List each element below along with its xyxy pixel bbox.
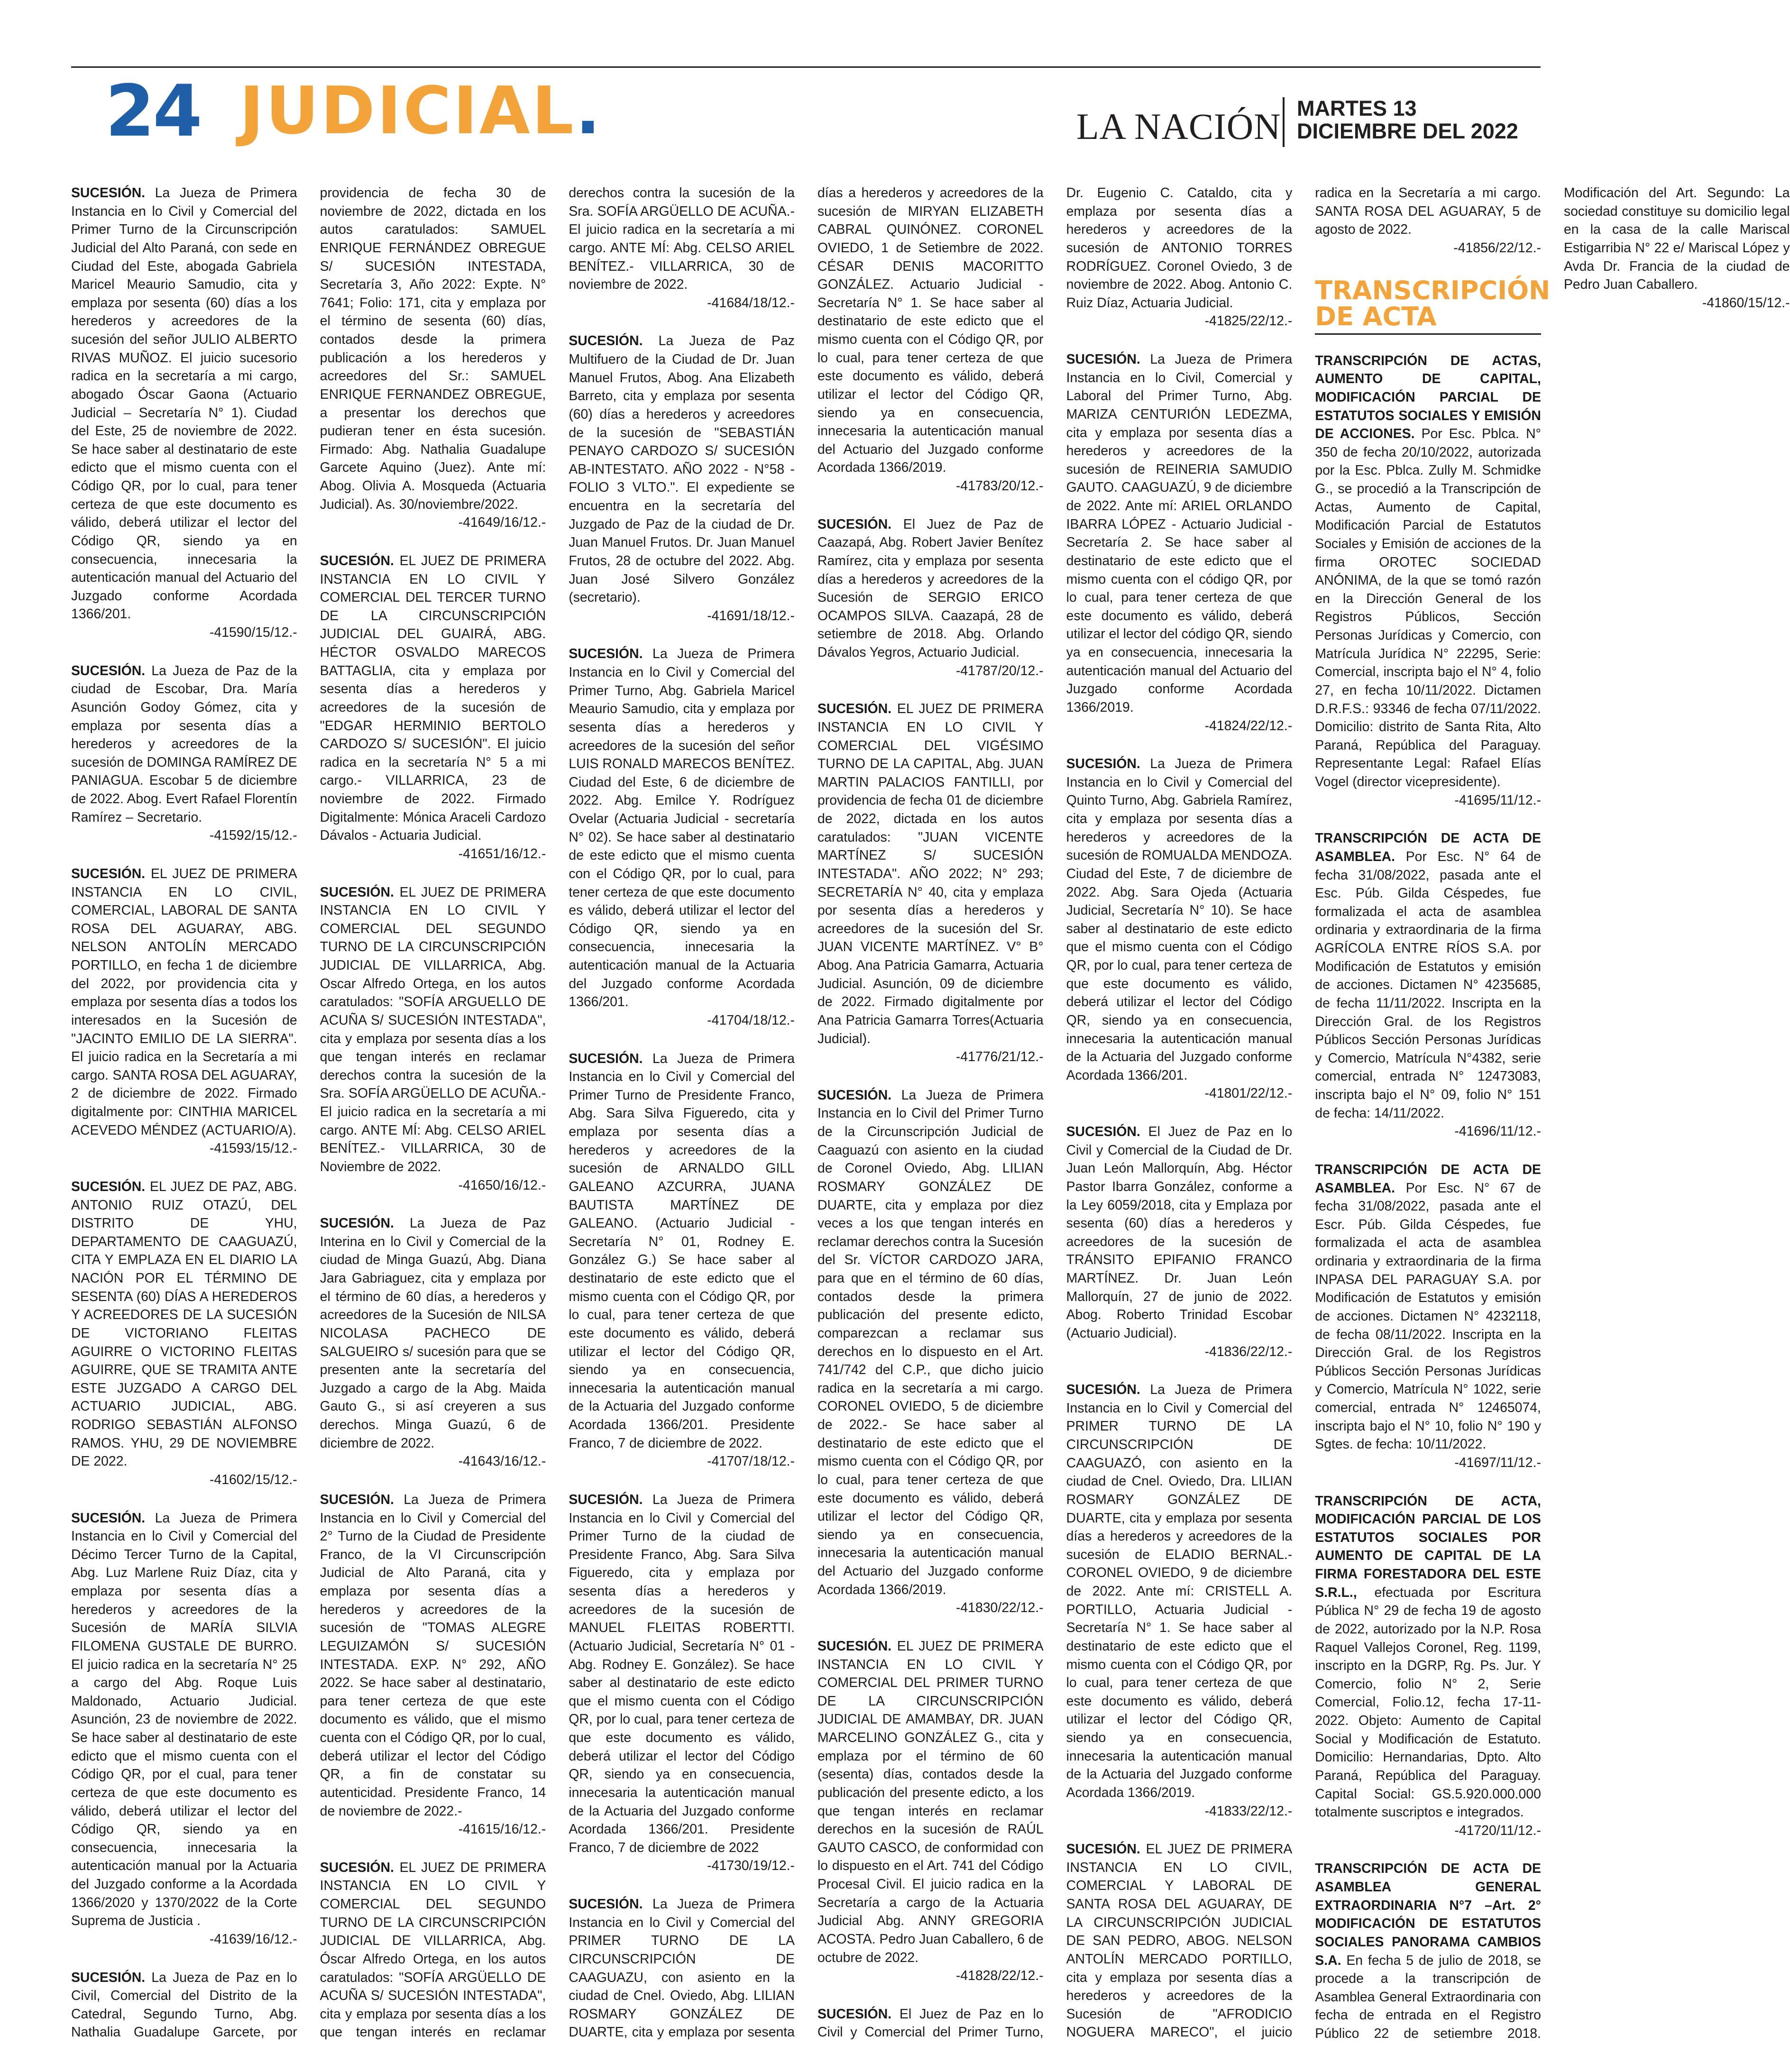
notice-heading: TRANSCRIPCIÓN DE ACTAS, AUMENTO DE CAPITAL, MODIFICACIÓN PARCIAL DE ESTATUTOS SOCIALES Y EMISIÓN DE ACCIONES.	[1315, 353, 1541, 442]
legal-notice	[569, 1050, 795, 1471]
notice-body: La Jueza de Paz en lo Civil, Comercial del Distrito de la Catedral, Segundo Turno, Abg. Nathalia Guadalupe Garcete, por providencia de fecha 30 de noviembre de 2022, dictada en los autos caratulados: SAMUEL ENRIQUE FERNÁNDEZ OBREGUE S/ SUCESIÓN INTESTADA, Secretaría 3, Año 2022: Expte. N° 7641; Folio: 171, cita y emplaza por el término de sesenta (60) días, contados desde la primera publicación a los herederos y acreedores del Sr.: SAMUEL ENRIQUE FERNANDEZ OBREGUE, a presentar los derechos que pudieran tener en ésta sucesión. Firmado: Abg. Nathalia Guadalupe Garcete Aquino (Juez). Ante mí: Abog. Olivia A. Mosqueda (Actuaria Judicial). As. 30/noviembre/2022.	[71, 185, 546, 2040]
legal-notice	[320, 1214, 546, 1471]
notice-reference: -41696/11/12.-	[1454, 1124, 1541, 1139]
notice-body: La Jueza de Paz Multifuero de la Ciudad de Dr. Juan Manuel Frutos, Abog. Ana Elizabeth Barreto, cita y emplaza por sesenta (60) días a herederos y acreedores de la sucesión de "SEBASTIÁN PENAYO CARDOZO S/ SUCESIÓN AB-INTESTATO. AÑO 2022 - N°58 - FOLIO 3 VLTO.". El expediente se encuentra en la secretaría del Juzgado de Paz de la ciudad de Dr. Juan Manuel Frutos. Dr. Juan Manuel Frutos, 28 de octubre del 2022. Abg. Juan José Silvero González (secretario).	[569, 333, 795, 605]
notice-body: La Jueza de Primera Instancia en lo Civil y Comercial del Primer Turno de la Circunscripción Judicial del Alto Paraná, con sede en Ciudad del Este, abogada Gabriela Maricel Meaurio Samudio, cita y emplaza por sesenta (60) días a los herederos y acreedores de la sucesión del señor JULIO ALBERTO RIVAS MUÑOZ. El juicio sucesorio radica en la secretaría a mi cargo, abogado Óscar Gaona (Actuario Judicial – Secretaría N° 1). Ciudad del Este, 25 de noviembre de 2022. Se hace saber al destinatario de este edicto que el mismo cuenta con el Código QR, por lo cual, para tener certeza de que este documento es válido, deberá utilizar el lector del Código QR, siendo ya en consecuencia, innecesaria la autenticación manual del Actuario del Juzgado conforme Acordada 1366/201.	[71, 185, 297, 622]
notice-body: EL JUEZ DE PRIMERA INSTANCIA EN LO CIVIL Y COMERCIAL DEL SEGUNDO TURNO DE LA CIRCUNSCRIPCIÓN JUDICIAL DE VILLARRICA, Abg. Óscar Alfredo Ortega, en los autos caratulados: "SOFÍA ARGÜELLO DE ACUÑA S/ SUCESIÓN INTESTADA", cita y emplaza por sesenta días a los que tengan interés en reclamar derechos contra la sucesión de la Sra. SOFÍA ARGÜELLO DE ACUÑA.- El juicio radica en la secretaría a mi cargo. ANTE MÍ: Abg. CELSO ARIEL BENÍTEZ.- VILLARRICA, 30 de noviembre de 2022.	[320, 185, 795, 2040]
notice-body: EL JUEZ DE PAZ, ABG. ANTONIO RUIZ OTAZÚ, DEL DISTRITO DE YHU, DEPARTAMENTO DE CAAGUAZÚ, CITA Y EMPLAZA EN EL DIARIO LA NACIÓN POR EL TÉRMINO DE SESENTA (60) DÍAS A HEREDEROS Y ACREEDORES DE LA SUCESIÓN DE VICTORIANO FLEITAS AGUIRRE O VICTORINO FLEITAS AGUIRRE, QUE SE TRAMITA ANTE ESTE JUZGADO A CARGO DEL ACTUARIO JUDICIAL, ABG. RODRIGO SEBASTIÁN ALFONSO RAMOS. YHU, 29 DE NOVIEMBRE DE 2022.	[71, 1179, 297, 1469]
notice-body: La Jueza de Primera Instancia en lo Civil, Comercial y Laboral del Primer Turno, Abg. MARIZA CENTURIÓN LEDEZMA, cita y emplaza por sesenta días a herederos y acreedores de la sucesión de REINERIA SAMUDIO GAUTO. CAAGUAZÚ, 9 de diciembre de 2022. Ante mí: ARIEL ORLANDO IBARRA LÓPEZ - Actuario Judicial - Secretaría 2. Se hace saber al destinatario de este edicto que el mismo cuenta con el código QR, por lo cual, para tener certeza de que este documento es válido, deberá utilizar el lector del código QR, siendo ya en consecuencia, innecesaria la autenticación manual del Actuario del Juzgado conforme Acordada 1366/2019.	[1066, 352, 1293, 715]
notice-heading: SUCESIÓN.	[320, 884, 394, 900]
notice-heading: SUCESIÓN.	[71, 1179, 146, 1194]
legal-notice	[1315, 1161, 1541, 1472]
notice-heading: SUCESIÓN.	[71, 663, 146, 678]
notice-heading: SUCESIÓN.	[71, 1510, 146, 1526]
legal-notice	[569, 645, 795, 1029]
legal-notice	[320, 1491, 546, 1839]
notice-reference: -41592/15/12.-	[209, 828, 297, 843]
notice-body: EL JUEZ DE PRIMERA INSTANCIA EN LO CIVIL Y COMERCIAL DEL SEGUNDO TURNO DE LA CIRCUNSCRIPCIÓN JUDICIAL DE VILLARRICA, Abg. Oscar Alfredo Ortega, en los autos caratulados: "SOFÍA ARGUELLO DE ACUÑA S/ SUCESIÓN INTESTADA", cita y emplaza por sesenta días a los que tengan interés en reclamar derechos contra la sucesión de la Sra. SOFÍA ARGÜELLO DE ACUÑA.- El juicio radica en la secretaría a mi cargo. ANTE MÍ: Abg. CELSO ARIEL BENÍTEZ.- VILLARRICA, 30 de Noviembre de 2022.	[320, 884, 546, 1174]
notice-reference: -41691/18/12.-	[707, 608, 795, 623]
notice-reference: -41828/22/12.-	[955, 1968, 1044, 1984]
notice-reference: -41787/20/12.-	[955, 663, 1044, 678]
notice-body: La Jueza de Primera Instancia en lo Civil y Comercial del 2° Turno de la Ciudad de Presidente Franco, de la VI Circunscripción Judicial de Alto Paraná, cita y emplaza por sesenta días a herederos y acreedores de la sucesión de "TOMAS ALEGRE LEGUIZAMÓN S/ SUCESIÓN INTESTADA. EXP. N° 292, AÑO 2022. Se hace saber al destinatario, para tener certeza de que este documento es válido, que el mismo cuenta con el Código QR, por lo cual, deberá utilizar el lector del Código QR, a fin de constatar su autenticidad. Presidente Franco, 14 de noviembre de 2022.-	[320, 1492, 546, 1819]
newspaper-masthead: LA NACIÓN	[1076, 106, 1281, 147]
subsection-title: TRANSCRIPCIÓN DE ACTA	[1315, 277, 1541, 335]
notice-body: EL JUEZ DE PRIMERA INSTANCIA EN LO CIVIL, COMERCIAL, LABORAL DE SANTA ROSA DEL AGUARAY, ABG. NELSON ANTOLÍN MERCADO PORTILLO, en fecha 1 de diciembre del 2022, por providencia cita y emplaza por sesenta días a todos los interesados en la Sucesión de "JACINTO EMILIO DE LA SIERRA". El juicio radica en la Secretaría a mi cargo. SANTA ROSA DEL AGUARAY, 2 de diciembre de 2022. Firmado digitalmente por: CINTHIA MARICEL ACEVEDO MÉNDEZ (ACTUARIO/A).	[71, 866, 297, 1138]
notice-heading: TRANSCRIPCIÓN DE ACTA, MODIFICACIÓN PARCIAL DE LOS ESTATUTOS SOCIALES POR AUMENTO DE CAPITAL DE LA FIRMA FORESTADORA DEL ESTE S.R.L.,	[1315, 1493, 1541, 1600]
notice-reference: -41776/21/12.-	[955, 1049, 1044, 1065]
legal-notice	[1315, 829, 1541, 1141]
section-title-text: JUDICIAL	[239, 73, 576, 149]
notice-heading: SUCESIÓN.	[71, 866, 146, 881]
notice-body: La Jueza de Primera Instancia en lo Civil y Comercial del PRIMER TURNO DE LA CIRCUNSCRIPCIÓN DE CAAGUAZU, con asiento en la ciudad de Cnel. Oviedo, Abg. LILIAN ROSMARY GONZÁLEZ DE DUARTE, cita y emplaza por sesenta días a herederos y acreedores de la sucesión de MIRYAN ELIZABETH CABRAL QUINÓNEZ. CORONEL OVIEDO, 1 de Setiembre de 2022. CÉSAR DENIS MACORITTO GONZÁLEZ. Actuario Judicial - Secretaría N° 1. Se hace saber al destinatario de este edicto que el mismo cuenta con el Código QR, por lo cual, para tener certeza de que este documento es válido, deberá utilizar el lector del Código QR, siendo ya en consecuencia, innecesaria la autenticación manual del Actuario del Juzgado conforme Acordada 1366/2019.	[569, 185, 1044, 2040]
notice-heading: SUCESIÓN.	[569, 1897, 643, 1912]
notice-reference: -41825/22/12.-	[1204, 313, 1293, 329]
notice-heading: SUCESIÓN.	[320, 1492, 394, 1507]
notice-heading: SUCESIÓN.	[569, 1492, 643, 1507]
notice-heading: SUCESIÓN.	[569, 646, 643, 662]
notice-heading: SUCESIÓN.	[1066, 1382, 1140, 1398]
notice-body: El Juez de Paz de Caazapá, Abg. Robert Javier Benítez Ramírez, cita y emplaza por sesenta días a herederos y acreedores de la Sucesión de SERGIO ERICO OCAMPOS SILVA. Caazapá, 28 de setiembre de 2018. Abg. Orlando Dávalos Yegros, Actuario Judicial.	[817, 516, 1044, 660]
legal-notice	[569, 332, 795, 625]
legal-notice	[1315, 352, 1541, 810]
notice-reference: -41695/11/12.-	[1454, 792, 1541, 808]
notice-reference: -41649/16/12.-	[458, 515, 546, 531]
legal-notice	[71, 1509, 297, 1949]
notice-reference: -41684/18/12.-	[707, 295, 795, 311]
section-title-dot: .	[575, 73, 603, 149]
notice-body: El Juez de Paz en lo Civil y Comercial del Primer Turno, Dr. Eugenio C. Cataldo, cita y emplaza por sesenta días a herederos y acreedores de la sucesión de ANTONIO TORRES RODRÍGUEZ. Coronel Oviedo, 3 de noviembre de 2022. Abog. Antonio C. Ruiz Díaz, Actuaria Judicial.	[817, 185, 1293, 2040]
notice-body: El Juez de Paz en lo Civil y Comercial de la Ciudad de Dr. Juan León Mallorquín, Abg. Héctor Pastor Ibarra González, conforme a la Ley 6059/2018, cita y Emplaza por sesenta (60) días a herederos y acreedores de la sucesión de TRÁNSITO EPIFANIO FRANCO MARTÍNEZ. Dr. Juan León Mallorquín, 27 de junio de 2022. Abog. Roberto Trinidad Escobar (Actuario Judicial).	[1066, 1124, 1293, 1341]
issue-date-month-year: DICIEMBRE DEL 2022	[1297, 119, 1518, 143]
notice-body: La Jueza de Primera Instancia en lo Civil y Comercial del Décimo Tercer Turno de la Capital, Abg. Luz Marlene Ruiz Díaz, cita y emplaza por sesenta días a herederos y acreedores de la Sucesión de MARÍA SILVIA FILOMENA GUSTALE DE BURRO. El juicio radica en la secretaría N° 25 a cargo del Abg. Roque Luis Maldonado, Actuario Judicial. Asunción, 23 de noviembre de 2022. Se hace saber al destinatario de este edicto que el mismo cuenta con el Código QR, por el cual, para tener certeza de que este documento es válido, deberá utilizar el lector del Código QR, siendo ya en consecuencia, innecesaria la autenticación manual por la Actuaria del Juzgado conforme a la Acordada 1366/2020 y 1370/2022 de la Corte Suprema de Justicia .	[71, 1510, 297, 1929]
notice-body: EL JUEZ DE PRIMERA INSTANCIA EN LO CIVIL Y COMERCIAL DEL TERCER TURNO DE LA CIRCUNSCRIPCIÓN JUDICIAL DEL GUAIRÁ, ABG. HÉCTOR OSVALDO MARECOS BATTAGLIA, cita y emplaza por sesenta días a herederos y acreedores de la sucesión de "EDGAR HERMINIO BERTOLO CARDOZO S/ SUCESIÓN". El juicio radica en la secretaría N° 5 a mi cargo.- VILLARRICA, 23 de noviembre de 2022. Firmado Digitalmente: Mónica Araceli Cardozo Dávalos - Actuaria Judicial.	[320, 553, 546, 843]
legal-notice	[71, 1178, 297, 1489]
notice-body: Por Esc. N° 64 de fecha 31/08/2022, pasada ante el Esc. Púb. Gilda Céspedes, fue formalizada el acta de asamblea ordinaria y extraordinaria de la firma AGRÍCOLA ENTRE RÍOS S.A. por Modificación de Estatutos y emisión de acciones. Dictamen N° 4235685, de fecha 11/11/2022. Inscripta en la Dirección Gral. de los Registros Públicos Sección Personas Jurídicas y Comercio, Matrícula N°4382, serie comercial, entrada N° 12473083, inscripta bajo el N° 09, folio N° 151 de fecha: 14/11/2022.	[1315, 849, 1541, 1121]
notice-heading: SUCESIÓN.	[71, 185, 146, 201]
notice-heading: SUCESIÓN.	[320, 553, 394, 568]
legal-notice	[1066, 1381, 1293, 1820]
notice-heading: SUCESIÓN.	[817, 2006, 892, 2022]
notice-body: La Jueza de Primera Instancia en lo Civil y Comercial del Primer Turno de Presidente Franco, Abg. Sara Silva Figueredo, cita y emplaza por sesenta días a herederos y acreedores de la sucesión de ARNALDO GILL GALEANO AZCURRA, JUANA BAUTISTA MARTÍNEZ DE GALEANO. (Actuario Judicial - Secretaría N° 01, Rodney E. González G.) Se hace saber al destinatario de este edicto que el mismo cuenta con el Código QR, por lo cual, para tener certeza de que este documento es válido, deberá utilizar el lector del Código QR, siendo ya en consecuencia, innecesaria la autenticación manual de la Actuaria del Juzgado conforme Acordada 1366/201. Presidente Franco, 7 de diciembre de 2022.	[569, 1051, 795, 1451]
notice-body: La Jueza de Paz Interina en lo Civil y Comercial de la ciudad de Minga Guazú, Abg. Diana Jara Gabriaguez, cita y emplaza por el término de 60 días, a herederos y acreedores de la Sucesión de NILSA NICOLASA PACHECO DE SALGUEIRO s/ sucesión para que se presenten ante la secretaría del Juzgado a cargo de la Abg. Maida Gauto G., si así creyeren a sus derechos. Minga Guazú, 6 de diciembre de 2022.	[320, 1216, 546, 1451]
legal-notice	[71, 662, 297, 845]
notice-reference: -41590/15/12.-	[209, 625, 297, 640]
legal-notice	[71, 865, 297, 1158]
notice-reference: -41650/16/12.-	[458, 1177, 546, 1193]
issue-date	[1297, 97, 1518, 142]
notice-reference: -41783/20/12.-	[955, 478, 1044, 494]
notice-body: La Jueza de Primera Instancia en lo Civil y Comercial del PRIMER TURNO DE LA CIRCUNSCRIPCIÓN DE CAAGUAZÓ, con asiento en la ciudad de Cnel. Oviedo, Dra. LILIAN ROSMARY GONZÁLEZ DE DUARTE, cita y emplaza por sesenta días a herederos y acreedores de la sucesión de ELADIO BERNAL.- CORONEL OVIEDO, 9 de diciembre de 2022. Ante mí: CRISTELL A. PORTILLO, Actuaria Judicial - Secretaría N° 1. Se hace saber al destinatario de este edicto que el mismo cuenta con el Código QR, por lo cual, para tener certeza de que este documento es válido, deberá utilizar el lector del Código QR, siendo ya en consecuencia, innecesaria la autenticación manual de la Actuaria del Juzgado conforme Acordada 1366/2019.	[1066, 1382, 1293, 1800]
notice-body: La Jueza de Primera Instancia en lo Civil y Comercial del Primer Turno de la ciudad de Presidente Franco, Abg. Sara Silva Figueredo, cita y emplaza por sesenta días a herederos y acreedores de la sucesión de MANUEL FLEITAS ROBERTTI. (Actuario Judicial, Secretaría N° 01 - Abg. Rodney E. González). Se hace saber al destinatario de este edicto que el mismo cuenta con el Código QR, por lo cual, para tener certeza de que este documento es válido, deberá utilizar el lector del Código QR, siendo ya en consecuencia, innecesaria la autenticación manual de la Actuaria del Juzgado conforme Acordada 1366/201. Presidente Franco, 7 de diciembre de 2022	[569, 1492, 795, 1855]
notice-heading: SUCESIÓN.	[817, 516, 892, 532]
legal-notice	[817, 515, 1044, 680]
notice-body: EL JUEZ DE PRIMERA INSTANCIA EN LO CIVIL, COMERCIAL Y LABORAL DE SANTA ROSA DEL AGUARAY, DE LA CIRCUNSCRIPCIÓN JUDICIAL DE SAN PEDRO, ABOG. NELSON ANTOLÍN MERCADO PORTILLO, cita y emplaza por sesenta días a herederos y acreedores de la Sucesión de "AFRODICIO NOGUERA MARECO", el juicio radica en la Secretaría a mi cargo. SANTA ROSA DEL AGUARAY, 5 de agosto de 2022.	[1066, 185, 1541, 2040]
notice-body: efectuada por Escritura Pública N° 29 de fecha 19 de agosto de 2022, autorizado por la N.P. Rosa Raquel Vallejos Coronel, Reg. 1199, inscripto en la DGRP, Rg. Ps. Jur. Y Comercio, folio N° 2, Serie Comercial, Folio.12, fecha 17-11-2022. Objeto: Aumento de Capital Social y Modificación de Estatuto. Domicilio: Hernandarias, Dpto. Alto Paraná, República del Paraguay. Capital Social: GS.5.920.000.000 totalmente suscriptos e integrados.	[1315, 1585, 1541, 1820]
notice-body: La Jueza de Paz de la ciudad de Escobar, Dra. María Asunción Godoy Gómez, cita y emplaza por sesenta días a herederos y acreedores de la sucesión de DOMINGA RAMÍREZ DE PANIAGUA. Escobar 5 de diciembre de 2022. Abog. Evert Rafael Florentín Ramírez – Secretario.	[71, 663, 297, 825]
notice-heading: SUCESIÓN.	[1066, 756, 1140, 772]
legal-notice	[817, 1637, 1044, 1985]
notice-reference: -41697/11/12.-	[1454, 1455, 1541, 1470]
notice-heading: SUCESIÓN.	[817, 701, 892, 717]
notice-body: La Jueza de Primera Instancia en lo Civil y Comercial del Primer Turno, Abg. Gabriela Maricel Meaurio Samudio, cita y emplaza por sesenta días a herederos y acreedores de la sucesión del señor LUIS RONALD MARECOS BENÍTEZ. Ciudad del Este, 6 de diciembre de 2022. Abg. Emilce Y. Rodríguez Ovelar (Actuaria Judicial - secretaría N° 02). Se hace saber al destinatario de este edicto que el mismo cuenta con el Código QR, por lo cual, para tener certeza de que este documento es válido, deberá utilizar el lector del Código QR, siendo ya en consecuencia, innecesaria la autenticación manual de la Actuaria del Juzgado conforme Acordada 1366/201.	[569, 646, 795, 1010]
notice-body: Por Esc. N° 67 de fecha 31/08/2022, pasada ante el Escr. Púb. Gilda Céspedes, fue formalizada el acta de asamblea ordinaria y extraordinaria de la firma INPASA DEL PARAGUAY S.A. por Modificación de Estatutos y emisión de acciones. Dictamen N° 4232118, de fecha 08/11/2022. Inscripta en la Dirección Gral. de los Registros Públicos Sección Personas Jurídicas y Comercio, Matrícula N° 1022, serie comercial, entrada N° 12465074, inscripta bajo el N° 10, folio N° 190 y Sgtes. de fecha: 10/11/2022.	[1315, 1180, 1541, 1452]
notice-reference: -41615/16/12.-	[458, 1822, 546, 1837]
notice-body: EL JUEZ DE PRIMERA INSTANCIA EN LO CIVIL Y COMERCIAL DEL VIGÉSIMO TURNO DE LA CAPITAL, Abg. JUAN MARTIN PALACIOS FANTILLI, por providencia de fecha 01 de diciembre de 2022, dictada en los autos caratulados: "JUAN VICENTE MARTÍNEZ S/ SUCESIÓN INTESTADA". AÑO 2022; N° 293; SECRETARÍA N° 40, cita y emplaza por sesenta días a herederos y acreedores de la sucesión del Sr. JUAN VICENTE MARTÍNEZ. V° B° Abog. Ana Patricia Gamarra, Actuaria Judicial. Asunción, 09 de diciembre de 2022. Firmado digitalmente por Ana Patricia Gamarra Torres(Actuaria Judicial).	[817, 701, 1044, 1046]
notice-heading: SUCESIÓN.	[320, 1860, 394, 1875]
notice-heading: SUCESIÓN.	[569, 1051, 643, 1066]
notice-heading: SUCESIÓN.	[71, 1970, 146, 1985]
legal-notice	[71, 184, 297, 642]
notice-heading: TRANSCRIPCIÓN DE ACTA DE ASAMBLEA.	[1315, 831, 1541, 864]
legal-notice	[320, 883, 546, 1195]
legal-notice	[320, 552, 546, 863]
legal-notice	[817, 1086, 1044, 1617]
notice-reference: -41830/22/12.-	[955, 1600, 1044, 1616]
notice-body: Por Esc. Pblca. N° 350 de fecha 20/10/2022, autorizada por la Esc. Pblca. Zully M. Schmidke G., se procedió a la Transcripción de Actas, Aumento de Capital, Modificación Parcial de Estatutos Sociales y Emisión de acciones de la firma OROTEC SOCIEDAD ANÓNIMA, de la que se tomó razón en la Dirección General de los Registros Públicos, Sección Personas Jurídicas y Comercio, con Matrícula Jurídica N° 22295, Serie: Comercial, inscripta bajo el N° 4, folio 27, en fecha 10/11/2022. Dictamen D.R.F.S.: 93346 de fecha 07/11/2022. Domicilio: distrito de Santa Rita, Alto Paraná, República del Paraguay. Representante Legal: Rafael Elías Vogel (director vicepresidente).	[1315, 426, 1541, 790]
notice-reference: -41860/15/12.-	[1702, 295, 1790, 311]
notice-heading: SUCESIÓN.	[569, 333, 643, 349]
notice-body: En fecha 5 de julio de 2018, se procede a la transcripción de Asamblea General Extraordinaria con fecha de entrada en el Registro Público 22 de setiembre 2018. Modificación del Art. Segundo: La sociedad constituye su domicilio legal en la casa de la calle Mariscal Estigarribia N° 22 e/ Mariscal López y Avda Dr. Francia de la ciudad de Pedro Juan Caballero.	[1315, 185, 1790, 2042]
legal-notice	[569, 1491, 795, 1875]
issue-date-day: MARTES 13	[1297, 96, 1417, 120]
notice-body: EL JUEZ DE PRIMERA INSTANCIA EN LO CIVIL Y COMERCIAL DEL PRIMER TURNO DE LA CIRCUNSCRIPCIÓN JUDICIAL DE AMAMBAY, DR. JUAN MARCELINO GONZÁLEZ G., cita y emplaza por el término de 60 (sesenta) días, contados desde la publicación del presente edicto, a los que tengan interés en reclamar derechos en la sucesión de RAÚL GAUTO CASCO, de conformidad con lo dispuesto en el Art. 741 del Código Procesal Civil. El juicio radica en la Secretaría a cargo de la Actuaria Judicial Abg. ANNY GREGORIA ACOSTA. Pedro Juan Caballero, 6 de octubre de 2022.	[817, 1638, 1044, 1965]
notice-reference: -41730/19/12.-	[707, 1858, 795, 1874]
masthead-separator	[1283, 97, 1285, 147]
legal-notice	[1066, 1123, 1293, 1361]
notice-reference: -41856/22/12.-	[1453, 240, 1541, 256]
notice-reference: -41651/16/12.-	[458, 846, 546, 862]
notice-heading: SUCESIÓN.	[817, 1087, 892, 1103]
notice-reference: -41602/15/12.-	[209, 1472, 297, 1487]
notice-reference: -41801/22/12.-	[1204, 1086, 1293, 1101]
notice-reference: -41836/22/12.-	[1204, 1344, 1293, 1359]
notice-reference: -41824/22/12.-	[1204, 718, 1293, 733]
notice-heading: SUCESIÓN.	[817, 1638, 892, 1654]
legal-notice	[1315, 1492, 1541, 1840]
notice-heading: SUCESIÓN.	[1066, 352, 1140, 367]
notice-body: La Jueza de Primera Instancia en lo Civil y Comercial del Quinto Turno, Abg. Gabriela Ramírez, cita y emplaza por sesenta días a herederos y acreedores de la sucesión de ROMUALDA MENDOZA. Ciudad del Este, 7 de diciembre de 2022. Abg. Sara Ojeda (Actuaria Judicial, Secretaría N° 10). Se hace saber al destinatario de este edicto que el mismo cuenta con el Código QR, por lo cual, para tener certeza de que este documento es válido, deberá utilizar el lector del Código QR, siendo ya en consecuencia, innecesaria la autenticación manual de la Actuaria del Juzgado conforme Acordada 1366/201.	[1066, 756, 1293, 1083]
notice-reference: -41833/22/12.-	[1204, 1803, 1293, 1819]
legal-notice	[1066, 755, 1293, 1103]
legal-notice	[817, 700, 1044, 1066]
notice-reference: -41720/11/12.-	[1454, 1823, 1541, 1838]
page-number: 24	[105, 70, 201, 153]
section-title	[239, 73, 603, 149]
notice-reference: -41643/16/12.-	[458, 1454, 546, 1469]
notice-reference: -41704/18/12.-	[707, 1012, 795, 1028]
notice-heading: TRANSCRIPCIÓN DE ACTA DE ASAMBLEA.	[1315, 1162, 1541, 1196]
notice-reference: -41707/18/12.-	[707, 1454, 795, 1469]
notice-body: La Jueza de Primera Instancia en lo Civil del Primer Turno de la Circunscripción Judicial de Caaguazú con asiento en la ciudad de Coronel Oviedo, Abg. LILIAN ROSMARY GONZÁLEZ DE DUARTE, cita y emplaza por diez veces a los que tengan interés en reclamar derechos contra la Sucesión del Sr. VÍCTOR CARDOZO JARA, para que en el término de 60 días, contados desde la primera publicación del presente edicto, comparezcan a reclamar sus derechos en lo dispuesto en el Art. 741/742 del C.P., que dicho juicio radica en la secretaría a mi cargo. CORONEL OVIEDO, 5 de diciembre de 2022.- Se hace saber al destinatario de este edicto que el mismo cuenta con el Código QR, por lo cual, para tener certeza de que este documento es válido, deberá utilizar el lector del Código QR, siendo ya en consecuencia, innecesaria la autenticación manual del Actuario del Juzgado conforme Acordada 1366/2019.	[817, 1087, 1044, 1597]
notice-reference: -41593/15/12.-	[209, 1141, 297, 1156]
notice-heading: SUCESIÓN.	[320, 1216, 394, 1231]
notice-heading: TRANSCRIPCIÓN DE ACTA DE ASAMBLEA GENERAL EXTRAORDINARIA N°7 –Art. 2° MODIFICACIÓN DE ESTATUTOS SOCIALES PANORAMA CAMBIOS S.A.	[1315, 1861, 1541, 1968]
notice-heading: SUCESIÓN.	[1066, 1842, 1140, 1857]
legal-notice	[1066, 350, 1293, 735]
header-rule	[71, 66, 1541, 68]
notices-columns	[71, 184, 1790, 2047]
notice-heading: SUCESIÓN.	[1066, 1124, 1140, 1139]
notice-reference: -41639/16/12.-	[209, 1931, 297, 1947]
